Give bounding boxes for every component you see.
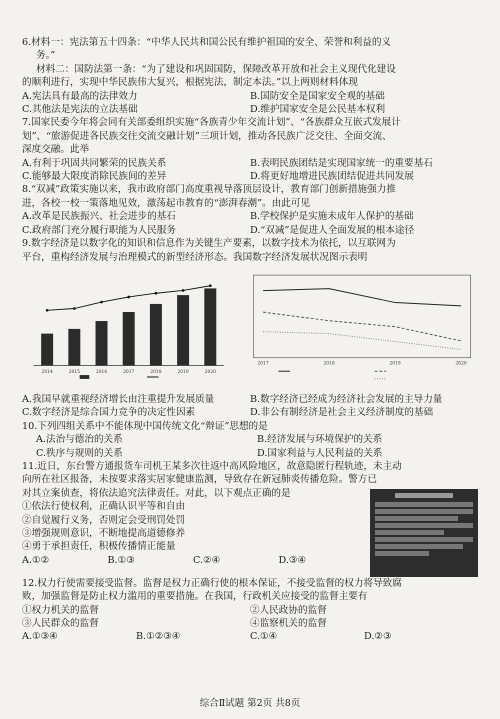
page-footer: 综合Ⅱ试题 第2页 共8页 <box>199 698 301 709</box>
option-b: B.①②③④ <box>136 631 181 643</box>
option-b: B.国防安全是国家安全观的基础 <box>250 90 385 102</box>
question-stem: 10.下列四组关系中不能体现中国传统文化“辩证”思想的是 <box>22 420 268 432</box>
digital-economy-line-chart <box>240 267 478 387</box>
statement-items <box>22 604 478 617</box>
option-a: A.①③④ <box>22 631 58 643</box>
question-stem: 7.国家民委今年将会同有关部委组织实施“各族青少年交流计划”、“各族群众互嵌式发展计 <box>22 117 401 129</box>
digital-economy-bar-chart <box>22 267 232 387</box>
statement-item: ④勇于承担责任，积极传播情正能量 <box>22 541 176 553</box>
option-b: B.数字经济已经成为经济社会发展的主导力量 <box>250 393 443 405</box>
bar <box>96 321 108 365</box>
question-9 <box>22 237 478 420</box>
statement-item: ①依法行使权利，正确认识平等和自由 <box>22 501 186 513</box>
question-stem: 深度交融。此举 <box>22 144 90 156</box>
options <box>22 393 478 406</box>
overlay-point <box>182 289 185 292</box>
overlay-point <box>46 309 49 312</box>
option-c: C.①④ <box>250 631 278 643</box>
option-c: C.其他法是宪法的立法基础 <box>22 104 138 116</box>
statement-item: ②人民政协的监督 <box>250 604 327 616</box>
question-stem: 8.“双减”政策实施以来，我市政府部门高度重视导落顶层设计，教育部门创新措施强力推 <box>22 184 396 196</box>
option-c: C.数字经济是综合国力竞争的决定性因素 <box>22 407 196 419</box>
option-a: A.改革是民族振兴、社会进步的基石 <box>22 211 176 223</box>
legend-swatch <box>80 375 90 379</box>
options <box>22 170 478 183</box>
bar <box>68 329 80 366</box>
options <box>22 554 364 567</box>
option-d: D.将更好地增进民族团结促进共同发展 <box>250 171 414 183</box>
options <box>22 433 478 446</box>
statement-item: ③人民群众的监督 <box>22 617 99 629</box>
options <box>22 224 478 237</box>
option-a: A.法治与德治的关系 <box>36 434 123 446</box>
option-d: D.非公有制经济是社会主义经济制度的基础 <box>250 407 434 419</box>
option-a: A.①② <box>22 554 50 566</box>
question-7 <box>22 116 478 183</box>
question-6 <box>22 36 478 116</box>
question-stem: 败，加强监督是防止权力滥用的重要措施。在我国，行政机关应接受的监督主要有 <box>22 591 368 603</box>
option-b: B.①③ <box>107 554 135 566</box>
option-d: D.③④ <box>278 554 307 566</box>
tick-label: 2020 <box>204 370 216 376</box>
overlay-point <box>209 284 212 287</box>
charts <box>22 267 478 389</box>
bar <box>177 295 189 365</box>
tick-label: 2016 <box>95 370 108 376</box>
question-stem: 务。” <box>36 50 56 62</box>
question-stem: 11.近日，东台警方通报货车司机王某多次往返中高风险地区，故意隐匿行程轨迹，未主动 <box>22 460 402 472</box>
plot-frame <box>253 275 470 358</box>
tick-label: 2019 <box>389 361 401 367</box>
option-c: C.能够最大限度消除民族间的差异 <box>22 171 167 183</box>
question-8 <box>22 183 478 237</box>
option-b: B.表明民族团结是实现国家统一的重要基石 <box>250 157 433 169</box>
bar <box>41 334 53 366</box>
overlay-point <box>100 301 103 304</box>
option-a: A.我国早就重视经济增长由注重提升发展质量 <box>22 393 215 405</box>
tick-label: 2015 <box>68 370 80 376</box>
bar <box>123 312 135 365</box>
overlay-point <box>155 292 158 295</box>
option-d: D.“双减”是促进人全面发展的根本途径 <box>250 224 415 236</box>
tick-label: 2019 <box>177 370 189 376</box>
tick-label: 2018 <box>150 370 162 376</box>
tick-label: 2014 <box>41 370 53 376</box>
options <box>22 406 478 419</box>
question-stem: 6.材料一：宪法第五十四条：“中华人民共和国公民有维护祖国的安全、荣誉和利益的义 <box>22 37 392 48</box>
option-d: D.②③ <box>364 631 392 643</box>
statement-item: ①权力机关的监督 <box>22 604 99 616</box>
option-a: A.宪法具有最高的法律效力 <box>22 90 138 102</box>
option-b: B.学校保护是实施未成年人保护的基础 <box>250 211 414 223</box>
tick-label: 2017 <box>257 361 269 367</box>
option-b: B.经济发展与环境保护的关系 <box>257 434 383 446</box>
option-c: C.②④ <box>193 554 221 566</box>
statement-item: ③增强规则意识，不断地提高道德修养 <box>22 527 186 539</box>
statement-items <box>22 617 478 630</box>
question-10 <box>22 420 478 460</box>
question-stem: 的顺利进行，实现中华民族伟大复兴，根据宪法，制定本法。”以上两则材料体现 <box>22 77 358 89</box>
question-11 <box>22 460 478 577</box>
question-stem: 材料二：国防法第一条：“为了建设和巩固国防，保障改革开放和社会主义现代化建设 <box>36 63 396 75</box>
series-line <box>263 289 461 306</box>
option-c: C.秩序与规则的关系 <box>36 447 123 459</box>
question-stem: 划”、“旅游促进各民族交往交流交融计划”三项计划，推动各民族广泛交往、全面交流、 <box>22 130 392 142</box>
options <box>22 210 478 223</box>
question-12 <box>22 577 478 644</box>
overlay-point <box>73 307 76 310</box>
options <box>22 90 478 103</box>
option-a: A.有利于巩固共同繁荣的民族关系 <box>22 157 167 169</box>
question-stem: 12.权力行使需要接受监督。监督是权力正确行使的根本保证，不接受监督的权力将导致腐 <box>22 577 402 589</box>
option-d: D.国家利益与人民利益的关系 <box>257 447 383 459</box>
tick-label: 2017 <box>123 370 135 376</box>
options <box>22 157 478 170</box>
series-line <box>263 312 461 341</box>
options <box>22 447 478 460</box>
question-stem: 对其立案侦查，将依法追究法律责任。对此，以下观点正确的是 <box>22 487 291 499</box>
options <box>22 103 478 116</box>
question-stem: 向所在社区报备，未按要求落实居家健康监测，导致存在新冠肺炎传播危险。警方已 <box>22 474 377 486</box>
option-c: C.政府部门充分履行职能为人民服务 <box>22 224 176 236</box>
overlay-point <box>127 296 130 299</box>
options <box>22 630 478 643</box>
option-d: D.维护国家安全是公民基本权利 <box>250 104 386 116</box>
tick-label: 2018 <box>323 361 335 367</box>
statement-item: ②自觉履行义务，否则定会受刑罚处罚 <box>22 514 186 526</box>
bar <box>204 288 216 365</box>
question-stem: 进，各校一校一策落地见效，激荡起市教育的“澎湃春潮”。由此可见 <box>22 197 311 209</box>
statement-item: ④监察机关的监督 <box>250 617 327 629</box>
question-stem: 平台，重构经济发展与治理模式的新型经济形态。我国数字经济发展状况图示表明 <box>22 251 368 263</box>
tick-label: 2020 <box>455 361 467 367</box>
police-notice-image <box>370 489 478 577</box>
bar <box>150 304 162 366</box>
question-stem: 9.数字经济是以数字化的知识和信息作为关键生产要素，以数字技术为依托，以互联网为 <box>22 238 396 250</box>
